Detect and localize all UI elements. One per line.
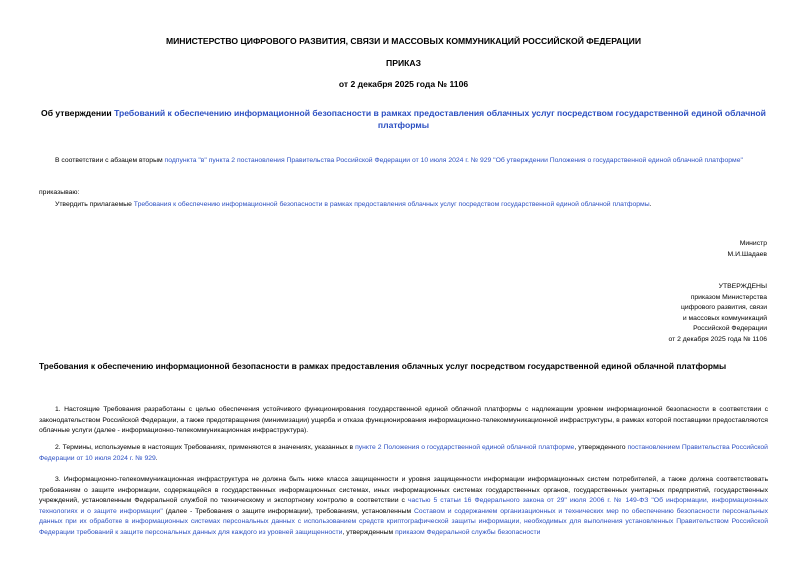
p2-text: 2. Термины, используемые в настоящих Требованиях, применяются в значениях, указанных в	[55, 444, 356, 451]
document-title	[40, 107, 767, 131]
p3-text: 3. Информационно-телекоммуникационная инфраструктура не должна быть ниже класса защищенности и уровня защищенности информации информационных систем потребителей, а также должна соответствовать требованиям о защите информации, содержащейся в государственных информационных системах, иных информационных системах государственных органов, государственных унитарных предприятий, государственных учреждений, установленным Федеральной службой по техническому и экспортному контролю в соответствии с	[39, 476, 768, 505]
approve-link[interactable]: Требования к обеспечению информационной безопасности в рамках предоставления облачных услуг посредством государственной единой облачной платформы	[133, 201, 650, 208]
title-link[interactable]: Требований к обеспечению информационной безопасности в рамках предоставления облачных услуг посредством государственной единой облачной платформы	[114, 108, 766, 130]
approved-line: цифрового развития, связи	[680, 304, 767, 312]
approved-line: приказом Министерства	[690, 293, 767, 301]
approve-text: Утвердить прилагаемые	[55, 201, 134, 208]
p3-link-measures[interactable]: Составом и содержанием организационных и технических мер по обеспечению безопасности персональных данных при их обработке в информационных системах персональных данных с использованием средств криптографической защиты информации, необходимых для выполнения установленных Правительством Российской Федерации требований к защите персональных данных для каждого из уровней защищенности	[39, 507, 768, 536]
signer-position: Министр	[739, 240, 767, 247]
p3-text: (далее - Требования о защите информации), требованиям, установленным	[162, 507, 415, 515]
paragraph-3	[39, 475, 768, 539]
ministry-heading: МИНИСТЕРСТВО ЦИФРОВОГО РАЗВИТИЯ, СВЯЗИ И МАССОВЫХ КОММУНИКАЦИЙ РОССИЙСКОЙ ФЕДЕРАЦИИ	[165, 36, 642, 46]
paragraph-2	[39, 443, 768, 464]
order-label: ПРИКАЗ	[386, 58, 421, 68]
approved-block	[668, 282, 767, 346]
approved-line: Российской Федерации	[693, 325, 767, 333]
paragraph-1: 1. Настоящие Требования разработаны с целью обеспечения устойчивого функционирования государственной единой облачной платформы с надлежащим уровнем информационной безопасности в соответствии с законодательством Российской Федерации, а также предотвращения (минимизации) ущерба и отказа функционирования информационно-телекоммуникационной инфраструктуры, в рамках которой поставщики предоставляются облачные услуги (далее - информационно-телекоммуникационная инфраструктура).	[39, 406, 768, 435]
p2-link-regulation[interactable]: пункте 2 Положения о государственной единой облачной платформе	[355, 444, 575, 451]
p2-text: , утвержденного	[574, 444, 628, 451]
signer-name: М.И.Шадаев	[727, 250, 767, 258]
p3-link-fsb-order[interactable]: приказом Федеральной службы безопасности	[395, 528, 541, 536]
approved-line: от 2 декабря 2025 года № 1106	[668, 335, 767, 343]
approve-end: .	[649, 201, 652, 208]
orders-word: приказываю:	[39, 189, 80, 196]
approve-paragraph	[55, 200, 651, 211]
p2-link-decree[interactable]: постановлением Правительства Российской Федерации от 10 июля 2024 г. № 929	[39, 444, 768, 462]
approved-line: и массовых коммуникаций	[682, 314, 767, 322]
p3-text: , утвержденным	[342, 528, 396, 536]
basis-paragraph	[39, 156, 768, 167]
requirements-title: Требования к обеспечению информационной безопасности в рамках предоставления облачных услуг посредством государственной единой облачной платформы	[39, 361, 727, 371]
title-prefix: Об утверждении	[41, 108, 115, 118]
approved-line: УТВЕРЖДЕНЫ	[718, 283, 767, 290]
order-date: от 2 декабря 2025 года № 1106	[338, 79, 469, 89]
p3-link-law[interactable]: частью 5 статьи 16 Федерального закона от 29" июля 2006 г. № 149-ФЗ "Об информации, информационных технологиях и о защите информации"	[39, 497, 768, 515]
basis-text: В соответствии с абзацем вторым	[55, 157, 165, 164]
signer-block	[728, 239, 767, 260]
basis-link[interactable]: подпункта "в" пункта 2 постановления Правительства Российской Федерации от 10 июля 2024 г. № 929 "Об утверждении Положения о государственной единой облачной платформе"	[164, 157, 743, 164]
p2-text: .	[155, 454, 158, 462]
